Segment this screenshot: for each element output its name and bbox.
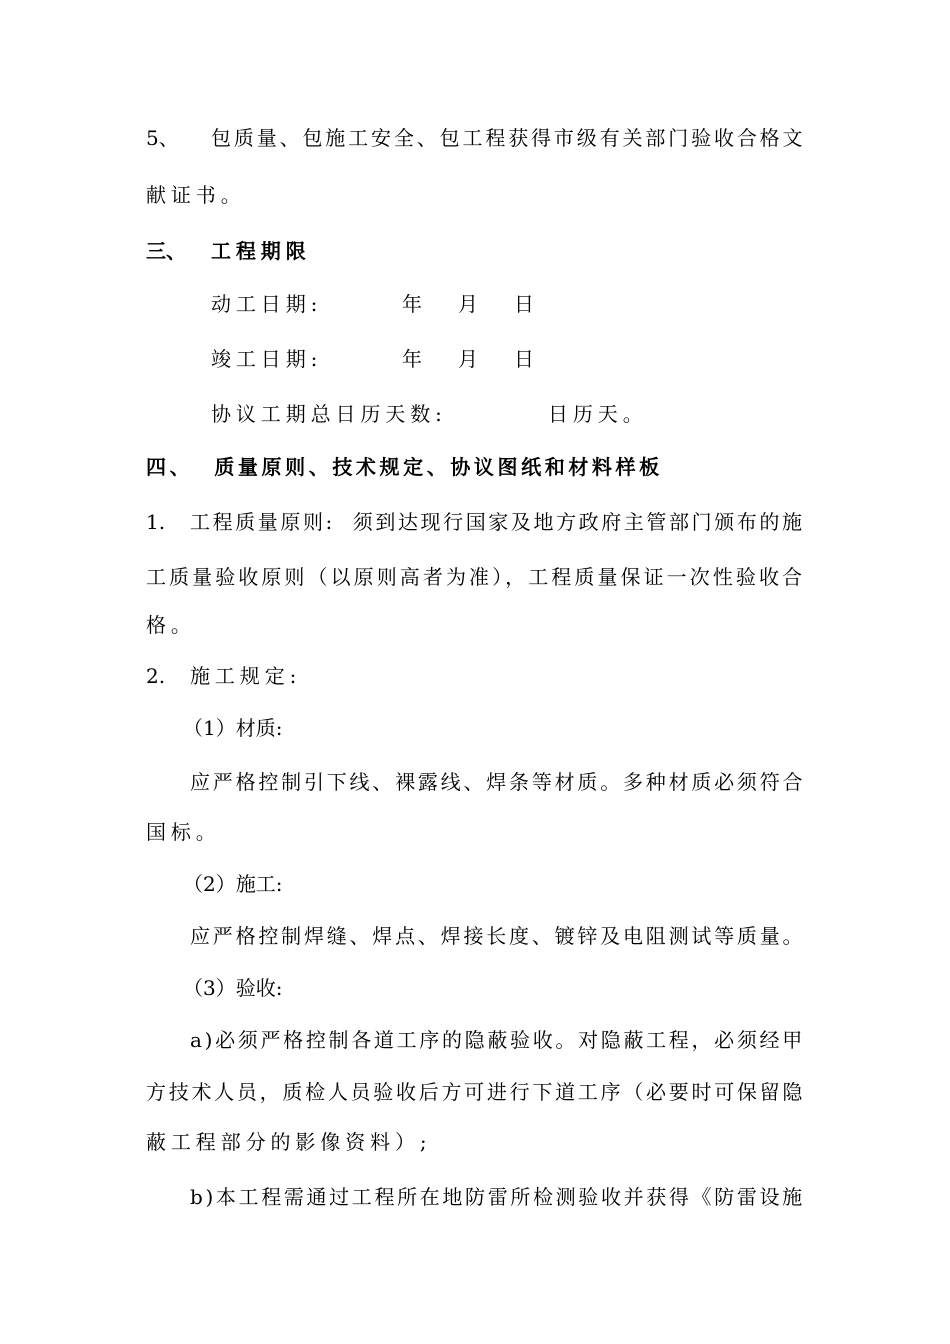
- item-5-line-2: 献证书。: [146, 183, 246, 207]
- start-date-label: 动工日期:: [211, 292, 323, 316]
- item-5-number: 5、: [146, 126, 179, 150]
- section-3-number: 三、: [146, 239, 186, 263]
- a-line-1: a)必须严格控制各道工序的隐蔽验收。对隐蔽工程，必须经甲: [190, 1028, 805, 1052]
- sub1-line-1: 应严格控制引下线、裸露线、焊条等材质。多种材质必须符合: [190, 770, 806, 794]
- a-line-3: 蔽工程部分的影像资料）;: [146, 1130, 432, 1154]
- sub2-line-1: 应严格控制焊缝、焊点、焊接长度、镀锌及电阻测试等质量。: [190, 924, 806, 948]
- section-4-heading: 四、 质量原则、技术规定、协议图纸和材料样板: [146, 455, 663, 479]
- start-date-day: 日: [514, 292, 534, 316]
- start-date-year: 年: [402, 292, 422, 316]
- p1-line-3: 格。: [146, 613, 196, 637]
- finish-date-month: 月: [458, 347, 478, 371]
- sub3-title: （3）验收:: [183, 976, 283, 1000]
- total-days-unit: 日历天。: [548, 402, 648, 426]
- total-days-label: 协议工期总日历天数:: [211, 402, 447, 426]
- sub2-title: （2）施工:: [183, 872, 283, 896]
- sub1-title: （1）材质:: [183, 716, 283, 740]
- p1-number: 1.: [146, 510, 166, 534]
- finish-date-year: 年: [402, 347, 422, 371]
- section-3-title: 工程期限: [211, 239, 311, 263]
- finish-date-label: 竣工日期:: [211, 347, 323, 371]
- finish-date-day: 日: [514, 347, 534, 371]
- b-line-1: b)本工程需通过工程所在地防雷所检测验收并获得《防雷设施: [190, 1185, 805, 1209]
- a-line-2: 方技术人员，质检人员验收后方可进行下道工序（必要时可保留隐: [146, 1080, 806, 1104]
- p2-number: 2.: [146, 664, 166, 688]
- p1-line-1: 工程质量原则: 须到达现行国家及地方政府主管部门颁布的施: [190, 510, 805, 534]
- p2-title: 施工规定:: [190, 664, 302, 688]
- p1-line-2: 工质量验收原则（以原则高者为准），工程质量保证一次性验收合: [146, 565, 806, 589]
- sub1-line-2: 国标。: [146, 820, 221, 844]
- item-5-line-1: 包质量、包施工安全、包工程获得市级有关部门验收合格文: [211, 126, 806, 150]
- start-date-month: 月: [458, 292, 478, 316]
